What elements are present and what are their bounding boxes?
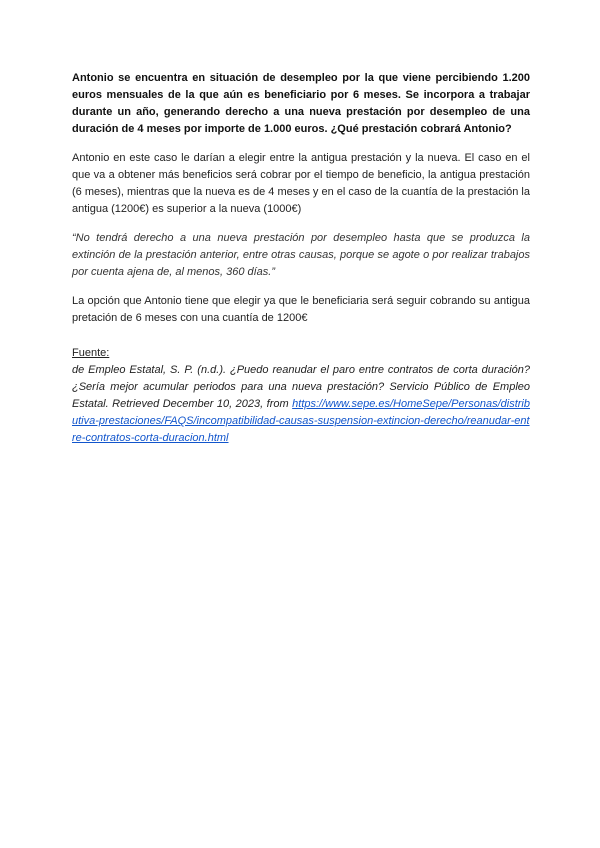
source-citation — [72, 362, 530, 447]
source-section — [72, 345, 530, 447]
exercise-question: Antonio se encuentra en situación de desempleo por la que viene percibiendo 1.200 euros mensuales de la que aún es beneficiario por 6 meses. Se incorpora a trabajar durante un año, generando derecho a una nueva prestación por desempleo de una duración de 4 meses por importe de 1.000 euros. ¿Qué prestación cobrará Antonio? — [72, 72, 530, 135]
document-page — [72, 70, 530, 447]
source-link[interactable]: https://www.sepe.es/HomeSepe/Personas/distributiva-prestaciones/FAQS/incompatibilidad-causas-suspension-extincion-derecho/reanudar-entre-contratos-corta-duracion.html — [72, 398, 530, 444]
answer-paragraph: Antonio en este caso le darían a elegir entre la antigua prestación y la nueva. El caso en el que va a obtener más beneficios será cobrar por el tiempo de beneficio, la antigua prestación (6 meses), mientras que la nueva es de 4 meses y en el caso de la cuantía de la prestación la antigua (1200€) es superior a la nueva (1000€) — [72, 152, 530, 215]
source-label: Fuente: — [72, 347, 110, 359]
citation-text: de Empleo Estatal, S. P. (n.d.). ¿Puedo reanudar el paro entre contratos de corta duración? ¿Sería mejor acumular periodos para una nueva prestación? Servicio Público de Empleo Estatal. Retrieved December 10, 2023, from — [72, 364, 530, 410]
quoted-regulation: “No tendrá derecho a una nueva prestación por desempleo hasta que se produzca la extinción de la prestación anterior, entre otras causas, porque se agote o por realizar trabajos por cuenta ajena de, al menos, 360 días.” — [72, 232, 530, 278]
conclusion-paragraph: La opción que Antonio tiene que elegir ya que le beneficiaria será seguir cobrando su antigua pretación de 6 meses con una cuantía de 1200€ — [72, 295, 530, 324]
